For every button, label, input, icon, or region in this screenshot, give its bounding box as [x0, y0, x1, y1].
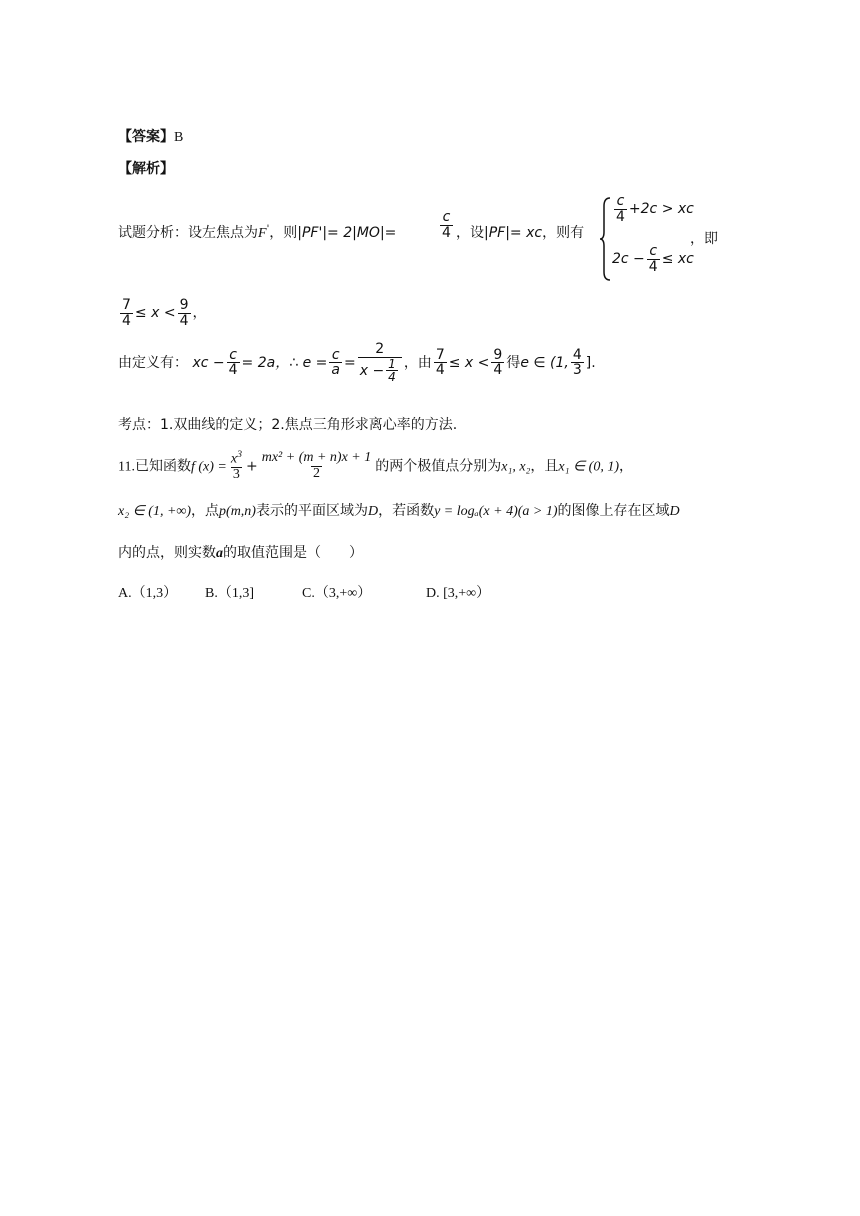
kaodian-line: 考点：1.双曲线的定义；2.焦点三角形求离心率的方法. [118, 417, 458, 433]
pf-distance: |PF'|= 2|MO|= [297, 225, 397, 241]
system-brace [600, 196, 612, 286]
question-11-line-1: 11.已知函数f (x) = $\frac{x^3}{3}$ + $\frac{\text{mx² + (m + n)x + 1}}{2}$ 的两个极值点分别为x₁, x₂，且x₁ ∈ (0, 1)， [118, 449, 634, 483]
analysis-p1-prefix: 试题分析：设左焦点为 [118, 225, 258, 241]
answer-value: B [174, 130, 184, 145]
option-b: B.（1,3] [205, 586, 254, 601]
answer-line [118, 126, 183, 146]
question-number: 11. [118, 459, 135, 475]
option-c: C.（3,+∞） [302, 586, 372, 601]
analysis-paragraph-2: 由定义有： xc − $\frac{c}{4}$ = 2a，∴ e = $\frac{c}{a}$ = 2 x − $\frac{1}{4}$ ，由 $\frac{7}{4}$ ≤ x < $\frac{9}{4}$ 得e ∈ (1, $\frac{4}{3}$ ]. [118, 341, 596, 385]
system-row-1: $\frac{c}{4}$ +2c > xc [616, 193, 694, 225]
system-row-2: 2c − $\frac{c}{4}$ ≤ xc [612, 243, 694, 275]
analysis-p1-end: ，即 [690, 231, 718, 247]
option-d: D. [3,+∞） [426, 586, 491, 601]
analysis-p1-a: ，则 [269, 225, 298, 241]
analysis-label: 【解析】 [118, 161, 174, 177]
question-11-line-3: 内的点，则实数a的取值范围是（ ） [118, 545, 363, 561]
option-a: A.（1,3） [118, 586, 178, 601]
focus-F: F [258, 226, 267, 241]
analysis-p1-tail: ，设|PF|= xc，则有 [456, 225, 585, 241]
frac-c-over-4: $\frac{c}{4}$ [442, 209, 451, 241]
inequality-line: $\frac{7}{4}$ ≤ x < $\frac{9}{4}$ ， [122, 297, 207, 329]
question-11-line-2: x₂ ∈ (1, +∞)，点p(m,n)表示的平面区域为D，若函数y = logₐ(x + 4)(a > 1)的图像上存在区域D [118, 503, 680, 519]
answer-label: 【答案】 [118, 129, 174, 145]
analysis-paragraph-1: 试题分析：设左焦点为F'，则|PF'|= 2|MO|= [118, 223, 397, 241]
